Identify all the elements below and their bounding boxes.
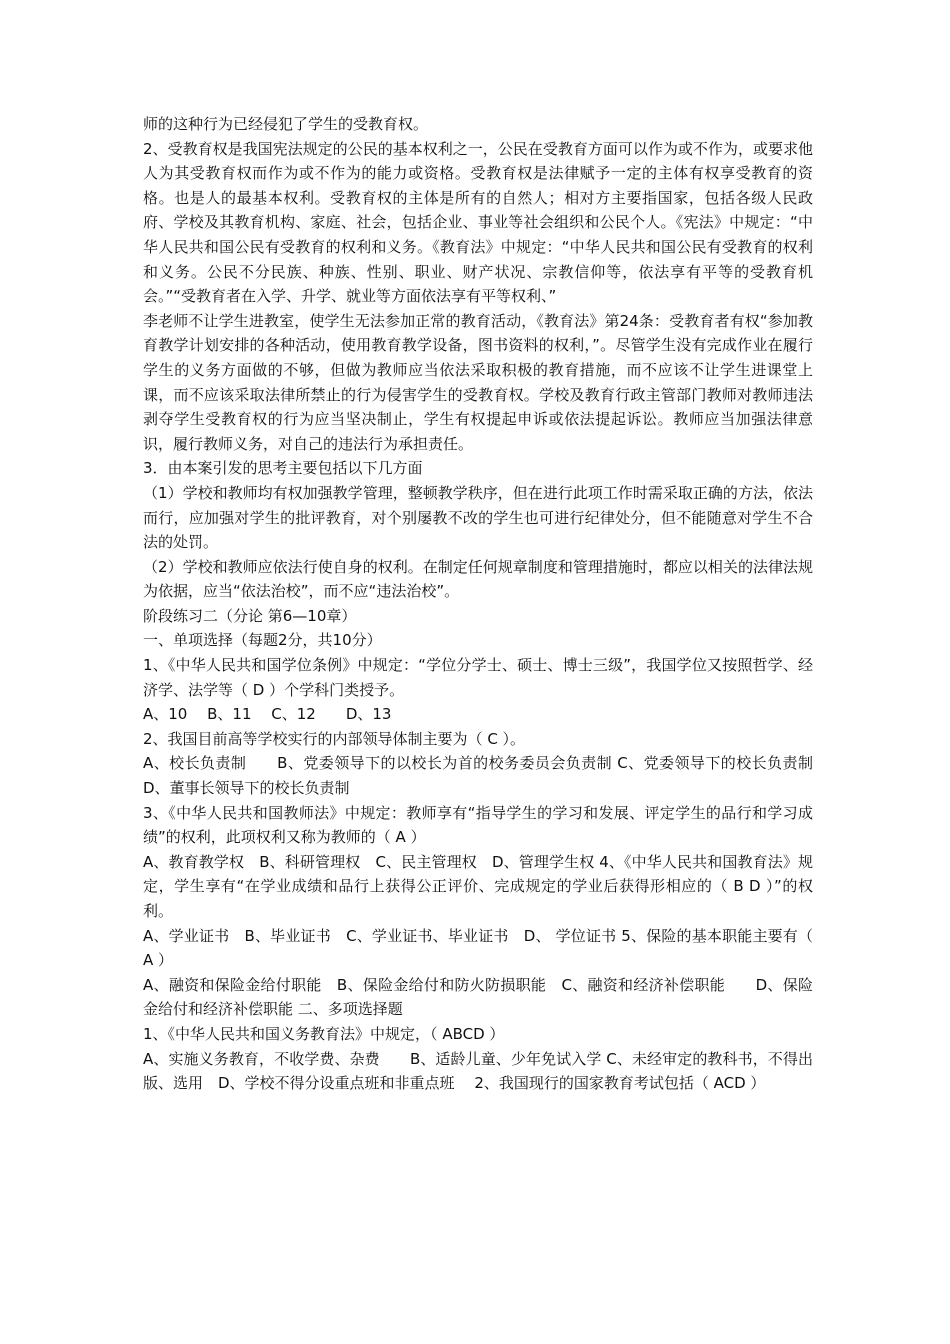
answer-options: A、学业证书 B、毕业证书 C、学业证书、毕业证书 D、 学位证书 5、保险的基本职能主要有（ A ） [143, 926, 813, 970]
answer-options: A、校长负责制 B、党委领导下的以校长为首的校务委员会负责制 C、党委领导下的校长负责制 D、董事长领导下的校长负责制 [143, 754, 844, 798]
answer-options: A、实施义务教育，不收学费、杂费 B、适龄儿童、少年免试入学 C、未经审定的教科书，不得出版、选用 D、学校不得分设重点班和非重点班 2、我国现行的国家教育考试包括（ ACD ） [143, 1049, 813, 1093]
paragraph: （2）学校和教师应依法行使自身的权利。在制定任何规章制度和管理措施时，都应以相关的法律法规为依据，应当“依法治校”，而不应“违法治校”。 [143, 557, 813, 601]
section-heading: 一、单项选择（每题2分，共10分） [143, 631, 382, 650]
question: 2、我国目前高等学校实行的内部领导体制主要为（ C ）。 [143, 729, 526, 748]
paragraph: 2、受教育权是我国宪法规定的公民的基本权利之一，公民在受教育方面可以作为或不作为，或要求他人为其受教育权而作为或不作为的能力或资格。受教育权是法律赋予一定的主体有权享受教育的资格。也是人的最基本权利。受教育权的主体是所有的自然人；相对方主要指国家，包括各级人民政府、学校及其教育机构、家庭、社会，包括企业、事业等社会组织和公民个人。《宪法》中规定：“中华人民共和国公民有受教育的权利和义务。《教育法》中规定：“中华人民共和国公民有受教育的权利和义务。公民不分民族、种族、性别、职业、财产状况、宗教信仰等，依法享有平等的受教育机会。”“受教育者在入学、升学、就业等方面依法享有平等权利、” [143, 139, 813, 306]
paragraph: 师的这种行为已经侵犯了学生的受教育权。 [143, 115, 429, 133]
question: 1、《中华人民共和国义务教育法》中规定，（ ABCD ） [143, 1024, 505, 1043]
section-title: 阶段练习二（分论 第6—10章） [143, 606, 357, 625]
answer-options: A、10 B、11 C、12 D、13 [143, 705, 392, 724]
paragraph: 3．由本案引发的思考主要包括以下几方面 [143, 459, 423, 478]
paragraph: （1）学校和教师均有权加强教学管理，整顿教学秩序，但在进行此项工作时需采取正确的方法，依法而行，应加强对学生的批评教育，对个别屡教不改的学生也可进行纪律处分，但不能随意对学生不合法的处罚。 [143, 483, 813, 552]
answer-options: A、融资和保险金给付职能 B、保险金给付和防火防损职能 C、融资和经济补偿职能 D、保险金给付和经济补偿职能 二、多项选择题 [143, 975, 813, 1019]
question: 1、《中华人民共和国学位条例》中规定：“学位分学士、硕士、博士三级”，我国学位又按照哲学、经济学、法学等（ D ）个学科门类授予。 [143, 656, 813, 699]
question: 3、《中华人民共和国教师法》中规定：教师享有“指导学生的学习和发展、评定学生的品行和学习成绩”的权利，此项权利又称为教师的（ A ） [143, 803, 813, 847]
paragraph: 李老师不让学生进教室，使学生无法参加正常的教育活动，《教育法》第24条：受教育者有权“参加教育教学计划安排的各种活动，使用教育教学设备，图书资料的权利，”。尽管学生没有完成作业在履行学生的义务方面做的不够，但做为教师应当依法采取积极的教育措施，而不应该不让学生进课堂上课，而不应该采取法律所禁止的行为侵害学生的受教育权。学校及教育行政主管部门教师对教师违法剥夺学生受教育权的行为应当坚决制止，学生有权提起申诉或依法提起诉讼。教师应当加强法律意识，履行教师义务，对自己的违法行为承担责任。 [143, 311, 813, 453]
answer-options: A、教育教学权 B、科研管理权 C、民主管理权 D、管理学生权 4、《中华人民共和国教育法》规定，学生享有“在学业成绩和品行上获得公正评价、完成规定的学业后获得形相应的（ B D ）”的权利。 [143, 852, 813, 920]
document-body [143, 112, 844, 1096]
